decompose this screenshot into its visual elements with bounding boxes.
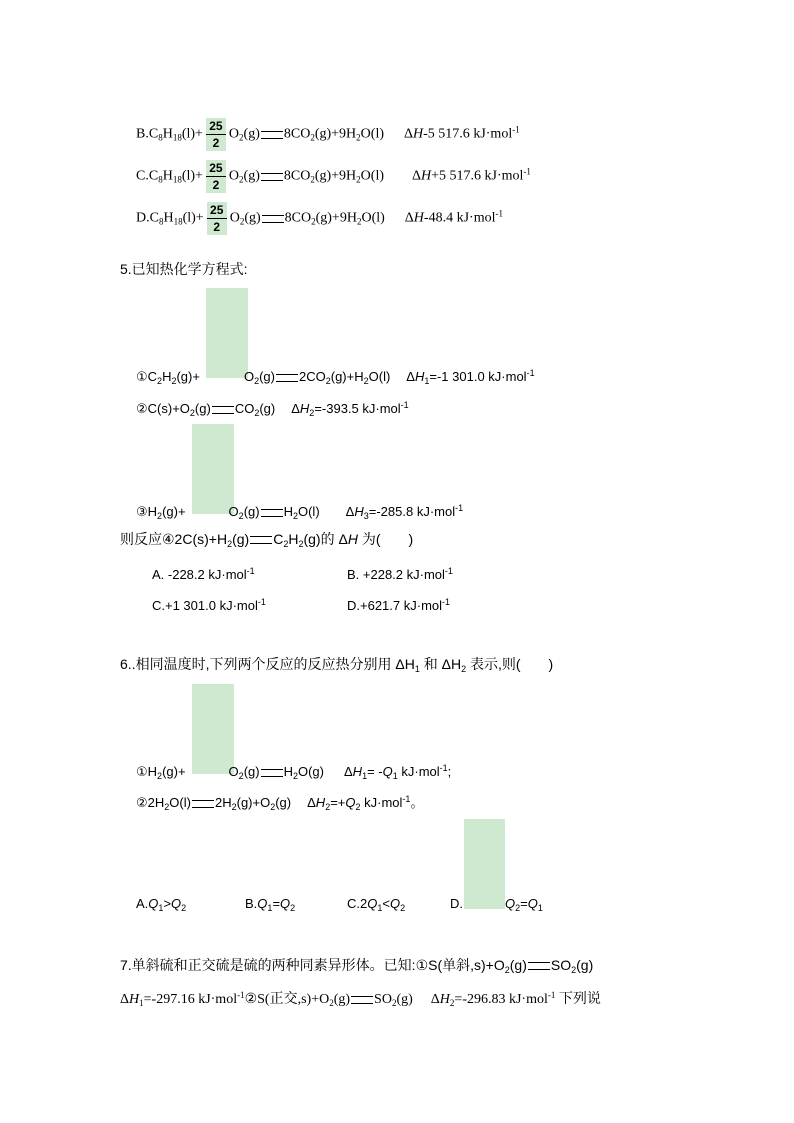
question-text: 和 ΔH: [423, 656, 462, 672]
q5-option-c: C.+1 301.0 kJ·mol$^{-1}$: [152, 597, 266, 613]
q4-option-b: $B.C_8H_{18}(l)+$ $\frac{25}{2}$ $O_2(g)$ $8CO_2(g)+9H_2O(l)$ ΔH-5 517.6 kJ·mol$^{-1}$: [136, 119, 520, 150]
q6-equation-1: $①H_2(g)+ O_2(g)$ $H_2O(g)$ $\Delta H_1= -Q_1$ kJ·mol$^{-1}$;: [136, 763, 452, 781]
option-label: C.2: [347, 896, 368, 911]
fraction: [207, 202, 227, 235]
question-text: 6..相同温度时,下列两个反应的反应热分别用 ΔH: [120, 656, 415, 672]
q7-line-2: $\Delta H_1=-297.16$ kJ·mol$^{-1}$②S(正交$,s)+O_2(g)$ $SO_2(g)$ $\Delta H_2=-296.83$ kJ·mol$^{-1}$ 下列说: [120, 990, 601, 1008]
q6-option-c: $C.2Q_1<Q_2$: [347, 896, 406, 913]
enthalpy-value: +5 517.6: [431, 168, 482, 184]
option-label: B.: [245, 896, 258, 911]
enthalpy-value: -5 517.6: [423, 126, 470, 142]
q5-question: 则反应$④2C(s)+H_2(g)$ $C_2H_2(g)$的 ΔH 为( ): [120, 531, 414, 549]
q6-equation-2: $②2H_2O(l)$ $2H_2(g)+O_2(g)$ $\Delta H_2=+Q_2$ kJ·mol$^{-1}$。: [136, 794, 424, 812]
q5-equation-1: $①C_2H_2(g)+ O_2(g)$ $2CO_2(g)+H_2O(l)$ $\Delta H_1=-1$ 301.0 kJ·mol$^{-1}$: [136, 368, 535, 386]
option-label: B.: [136, 126, 149, 142]
question-text: 下列说: [558, 992, 601, 1007]
equation-number: ③: [136, 504, 148, 519]
option-text: C.+1 301.0 kJ·mol: [152, 598, 258, 613]
equals-sign: [528, 962, 550, 970]
q5-equation-2: $②C(s)+O_2(g)$ $CO_2(g)$ $\Delta H_2=-393.5$ kJ·mol$^{-1}$: [136, 400, 409, 418]
q6-option-b: $B.Q_1=Q_2$: [245, 896, 296, 913]
question-text: 则反应④2C(s)+H: [120, 531, 228, 547]
enthalpy-value: =-285.8 kJ·mol: [368, 504, 456, 519]
equals-sign: [261, 131, 283, 139]
q6-option-a: $A.Q_1>Q_2$: [136, 896, 187, 913]
equals-sign: [250, 536, 272, 544]
fraction-denominator: 2: [213, 220, 221, 234]
equation-number: ②: [136, 401, 148, 416]
equation-number: ①: [136, 764, 148, 779]
fraction-denominator: 2: [212, 178, 220, 192]
q5-option-a: A. -228.2 kJ·mol$^{-1}$: [152, 566, 255, 582]
enthalpy-value: =-393.5 kJ·mol: [314, 401, 401, 416]
enthalpy-value: -48.4: [423, 210, 454, 226]
equation-number: ①: [136, 369, 148, 384]
equals-sign: [276, 374, 298, 382]
q5-option-b: B. +228.2 kJ·mol$^{-1}$: [347, 566, 453, 582]
q4-option-d: $D.C_8H_{18}(l)+$ $\frac{25}{2}$ $O_2(g)$ $8CO_2(g)+9H_2O(l)$ ΔH-48.4 kJ·mol$^{-1}$: [136, 203, 503, 234]
q5-title: 5.已知热化学方程式:: [120, 261, 248, 277]
fraction-denominator: 2: [212, 136, 220, 150]
fraction-numerator: 25: [206, 160, 226, 177]
option-text: D.+621.7 kJ·mol: [347, 598, 443, 613]
q4-option-c: $C.C_8H_{18}(l)+$ $\frac{25}{2}$ $O_2(g)$ $8CO_2(g)+9H_2O(l)$ ΔH+5 517.6 kJ·mol$^{-1}$: [136, 161, 531, 192]
option-text: B. +228.2 kJ·mol: [347, 567, 445, 582]
fraction: [206, 160, 226, 193]
equals-sign: [262, 215, 284, 223]
option-label: D.: [450, 896, 463, 911]
equation-number: ②: [136, 795, 148, 810]
option-label: A.: [136, 896, 149, 911]
fraction-numerator: 25: [207, 202, 227, 219]
enthalpy-value: =-1 301.0 kJ·mol: [429, 369, 527, 384]
q5-equation-3: $③H_2(g)+ O_2(g)$ $H_2O(l)$ $\Delta H_3=-285.8$ kJ·mol$^{-1}$: [136, 503, 464, 521]
equals-sign: [261, 769, 283, 777]
question-text: 的 Δ: [320, 531, 348, 547]
fraction-numerator: 25: [206, 118, 226, 135]
option-text: A. -228.2 kJ·mol: [152, 567, 247, 582]
question-text: 7.单斜硫和正交硫是硫的两种同素异形体。已知:①S(单斜,s)+O: [120, 957, 505, 973]
q7-line-1: 7.单斜硫和正交硫是硫的两种同素异形体。已知:①S(单斜$,s)+O_2(g)$ $SO_2(g)$: [120, 957, 594, 975]
question-text: 表示,则( ): [469, 656, 554, 672]
option-label: C.: [136, 168, 149, 184]
fraction: [206, 118, 226, 151]
equals-sign: [261, 173, 283, 181]
question-text: 为( ): [361, 531, 414, 547]
equals-sign: [351, 996, 373, 1004]
q6-title: 6..相同温度时,下列两个反应的反应热分别用 $\Delta H_1$ 和 $\Delta H_2$ 表示,则( ): [120, 656, 554, 674]
q6-option-d: D. $Q_2=Q_1$: [450, 896, 543, 913]
q5-option-d: D.+621.7 kJ·mol$^{-1}$: [347, 597, 451, 613]
option-label: D.: [136, 210, 150, 226]
equals-sign: [192, 800, 214, 808]
equals-sign: [212, 406, 234, 414]
equals-sign: [261, 509, 283, 517]
